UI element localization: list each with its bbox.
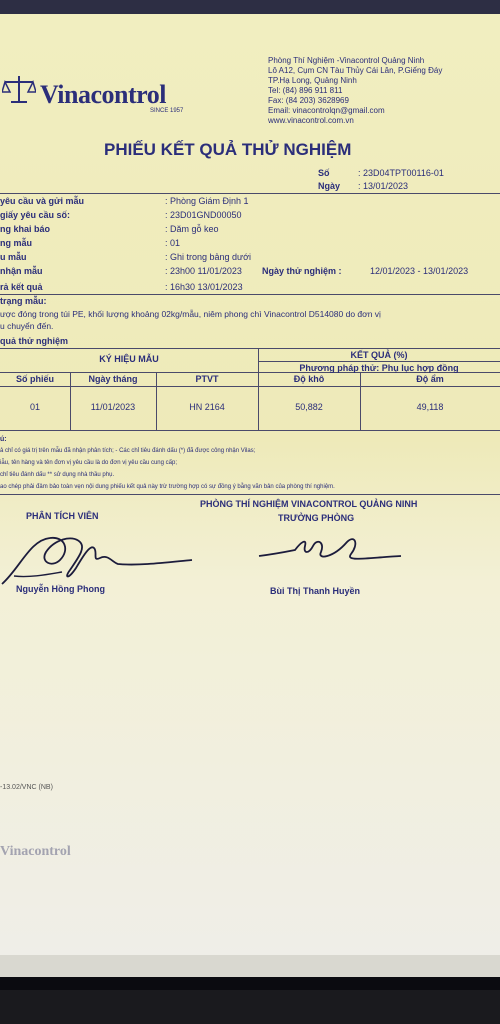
note-4: ao chép phải đảm bảo toàn vẹn nội dung phiếu kết quả này trừ trường hợp có sự đồng ý bằng văn bản của phòng thí nghiệm. xyxy=(0,484,335,490)
header-phuong-phap: Phương pháp thử: Phụ lục hợp đồng xyxy=(299,363,459,373)
analyst-name: Nguyễn Hồng Phong xyxy=(16,584,105,594)
sample-state-line-2: u chuyển đến. xyxy=(0,321,54,331)
header-ky-hieu-mau: KÝ HIỆU MẪU xyxy=(99,354,159,364)
so-label: Số xyxy=(318,168,330,178)
header-ngay-thang: Ngày tháng xyxy=(88,374,138,384)
info-label-sample-mark: u mẫu xyxy=(0,252,27,262)
header-do-kho: Độ khô xyxy=(293,374,325,384)
analyst-signature-icon xyxy=(0,528,200,588)
lab-address-1: Lô A12, Cụm CN Tàu Thủy Cái Lân, P.Giếng Đáy xyxy=(268,66,443,75)
sample-state-heading: trạng mẫu: xyxy=(0,296,47,306)
note-1: ả chỉ có giá trị trên mẫu đã nhận phân tích; - Các chỉ tiêu đánh dấu (*) đã được công nhận Vilas; xyxy=(0,448,256,454)
sample-state-line-1: ược đóng trong túi PE, khối lượng khoảng 02kg/mẫu, niêm phong chì Vinacontrol D514080 do đơn vị xyxy=(0,309,381,319)
lab-name: Phòng Thí Nghiệm -Vinacontrol Quảng Ninh xyxy=(268,56,425,65)
table-bottom-rule xyxy=(0,430,500,431)
table-top-rule xyxy=(0,348,500,349)
cell-ptvt: HN 2164 xyxy=(189,402,225,412)
results-heading: quả thử nghiệm xyxy=(0,336,69,346)
lab-address-2: TP.Hạ Long, Quảng Ninh xyxy=(268,76,357,85)
info-label-quantity: ng mẫu xyxy=(0,238,33,248)
analyst-title: PHÂN TÍCH VIÊN xyxy=(26,511,99,521)
info-label-received: nhận mẫu xyxy=(0,266,43,276)
header-do-am: Độ ẩm xyxy=(416,374,444,384)
bottom-background xyxy=(0,990,500,1024)
cell-so-phieu: 01 xyxy=(29,402,40,412)
table-subheader-rule xyxy=(258,361,500,362)
info-value-requester: : Phòng Giám Định 1 xyxy=(165,196,249,206)
test-date-value: 12/01/2023 - 13/01/2023 xyxy=(370,266,469,276)
signature-lab-title: PHÒNG THÍ NGHIỆM VINACONTROL QUẢNG NINH xyxy=(200,499,418,509)
form-code: -13.02/VNC (NB) xyxy=(0,784,53,791)
info-value-quantity: : 01 xyxy=(165,238,181,248)
info-value-declared: : Dăm gỗ keo xyxy=(165,224,219,234)
document-title: PHIẾU KẾT QUẢ THỬ NGHIỆM xyxy=(104,140,352,159)
cell-do-kho: 50,882 xyxy=(295,402,323,412)
info-label-result-return: rả kết quả xyxy=(0,282,43,292)
header-so-phieu: Số phiếu xyxy=(16,374,54,384)
lab-website: www.vinacontrol.com.vn xyxy=(268,116,354,125)
table-rule-3 xyxy=(0,386,500,387)
header-ptvt: PTVT xyxy=(195,374,219,384)
notes-heading: ú: xyxy=(0,436,7,443)
note-2: iẫu, tên hàng và tên đơn vị yêu cầu là do đơn vị yêu cầu cung cấp; xyxy=(0,460,177,466)
logo-since: SINCE 1957 xyxy=(150,108,184,114)
ngay-label: Ngày xyxy=(318,181,341,191)
vinacontrol-logo: Vinacontrol xyxy=(40,80,166,109)
manager-signature-icon xyxy=(255,528,405,573)
note-3: chỉ tiêu đánh dấu ** sử dụng nhà thầu phụ. xyxy=(0,472,115,478)
info-label-declared: ng khai báo xyxy=(0,224,51,234)
info-value-sample-mark: : Ghi trong bảng dưới xyxy=(165,252,251,262)
manager-title: TRƯỞNG PHÒNG xyxy=(278,513,355,523)
next-page-edge xyxy=(0,955,500,977)
footer-logo: Vinacontrol xyxy=(0,844,71,859)
lab-tel: Tel: (84) 896 911 811 xyxy=(268,86,343,95)
info-value-request-no: : 23D01GND00050 xyxy=(165,210,242,220)
info-bottom-rule xyxy=(0,294,500,295)
info-label-requester: yêu cầu và gửi mẫu xyxy=(0,196,85,206)
info-top-rule xyxy=(0,193,500,194)
so-value: : 23D04TPT00116-01 xyxy=(358,168,444,178)
cell-do-am: 49,118 xyxy=(416,402,444,412)
notes-bottom-rule xyxy=(0,494,500,495)
vinacontrol-scale-logo-icon xyxy=(2,74,36,104)
lab-fax: Fax: (84 203) 3628969 xyxy=(268,96,349,105)
header-ket-qua: KẾT QUẢ (%) xyxy=(350,350,408,360)
ngay-value: : 13/01/2023 xyxy=(358,181,409,191)
lab-email: Email: vinacontrolqn@gmail.com xyxy=(268,106,385,115)
info-value-result-return: : 16h30 13/01/2023 xyxy=(165,282,243,292)
cell-ngay-thang: 11/01/2023 xyxy=(90,402,136,412)
manager-name: Bùi Thị Thanh Huyền xyxy=(270,586,360,596)
test-date-label: Ngày thử nghiệm : xyxy=(262,266,342,276)
info-value-received: : 23h00 11/01/2023 xyxy=(165,266,242,276)
info-label-request-no: giấy yêu cầu số: xyxy=(0,210,71,220)
